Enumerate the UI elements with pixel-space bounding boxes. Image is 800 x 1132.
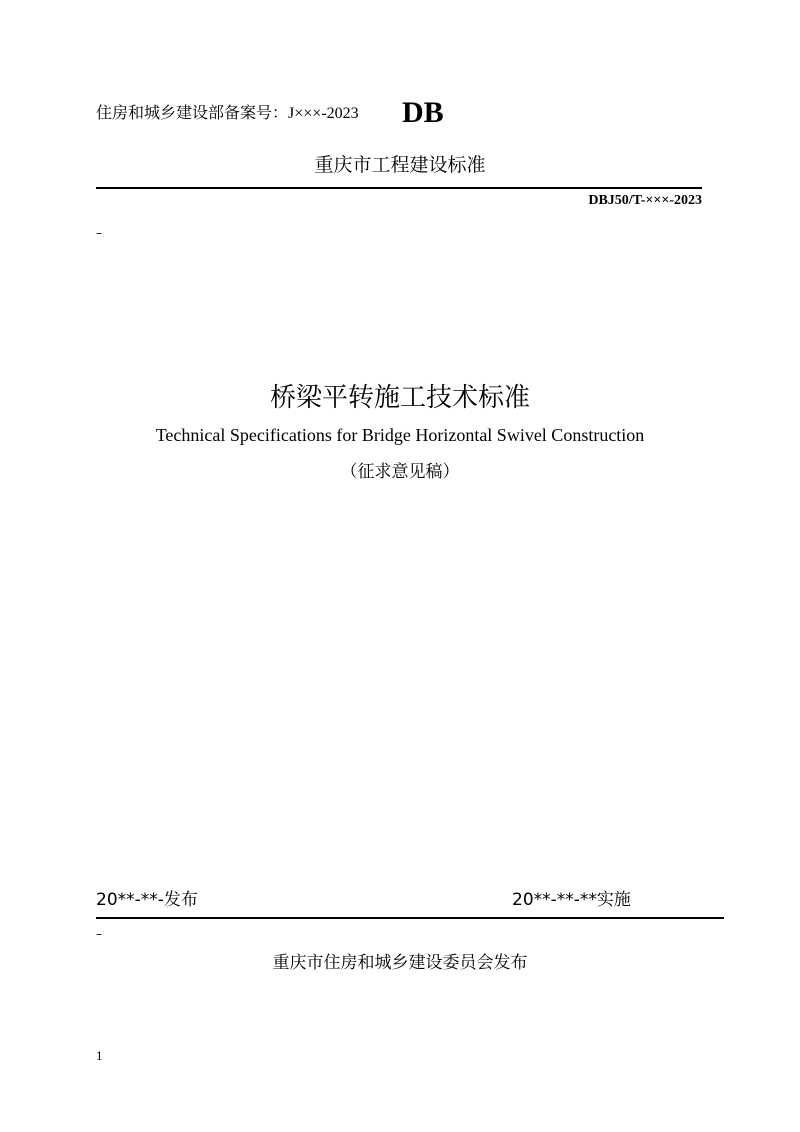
separator-mark: – — [96, 927, 102, 941]
issue-date: 20**-**-发布 — [96, 890, 198, 910]
publisher: 重庆市住房和城乡建设委员会发布 — [272, 953, 528, 973]
implementation-date: 20**-**-**实施 — [512, 890, 631, 910]
code-mark: DB — [402, 96, 444, 129]
document-title: 桥梁平转施工技术标准 — [269, 383, 530, 413]
bottom-divider — [96, 917, 724, 919]
top-divider — [96, 187, 702, 189]
standard-number: DBJ50/T-×××-2023 — [588, 193, 702, 208]
draft-note: （征求意见稿） — [340, 462, 460, 482]
filing-code: J×××-2023 — [288, 105, 359, 122]
document-title-english: Technical Specifications for Bridge Horizontal Swivel Construction — [155, 425, 645, 445]
filing-label: 住房和城乡建设部备案号： — [96, 103, 289, 122]
page-number: 1 — [96, 1048, 103, 1063]
separator-mark: – — [96, 226, 102, 240]
filing-number — [96, 100, 359, 123]
standard-category: 重庆市工程建设标准 — [314, 154, 486, 176]
